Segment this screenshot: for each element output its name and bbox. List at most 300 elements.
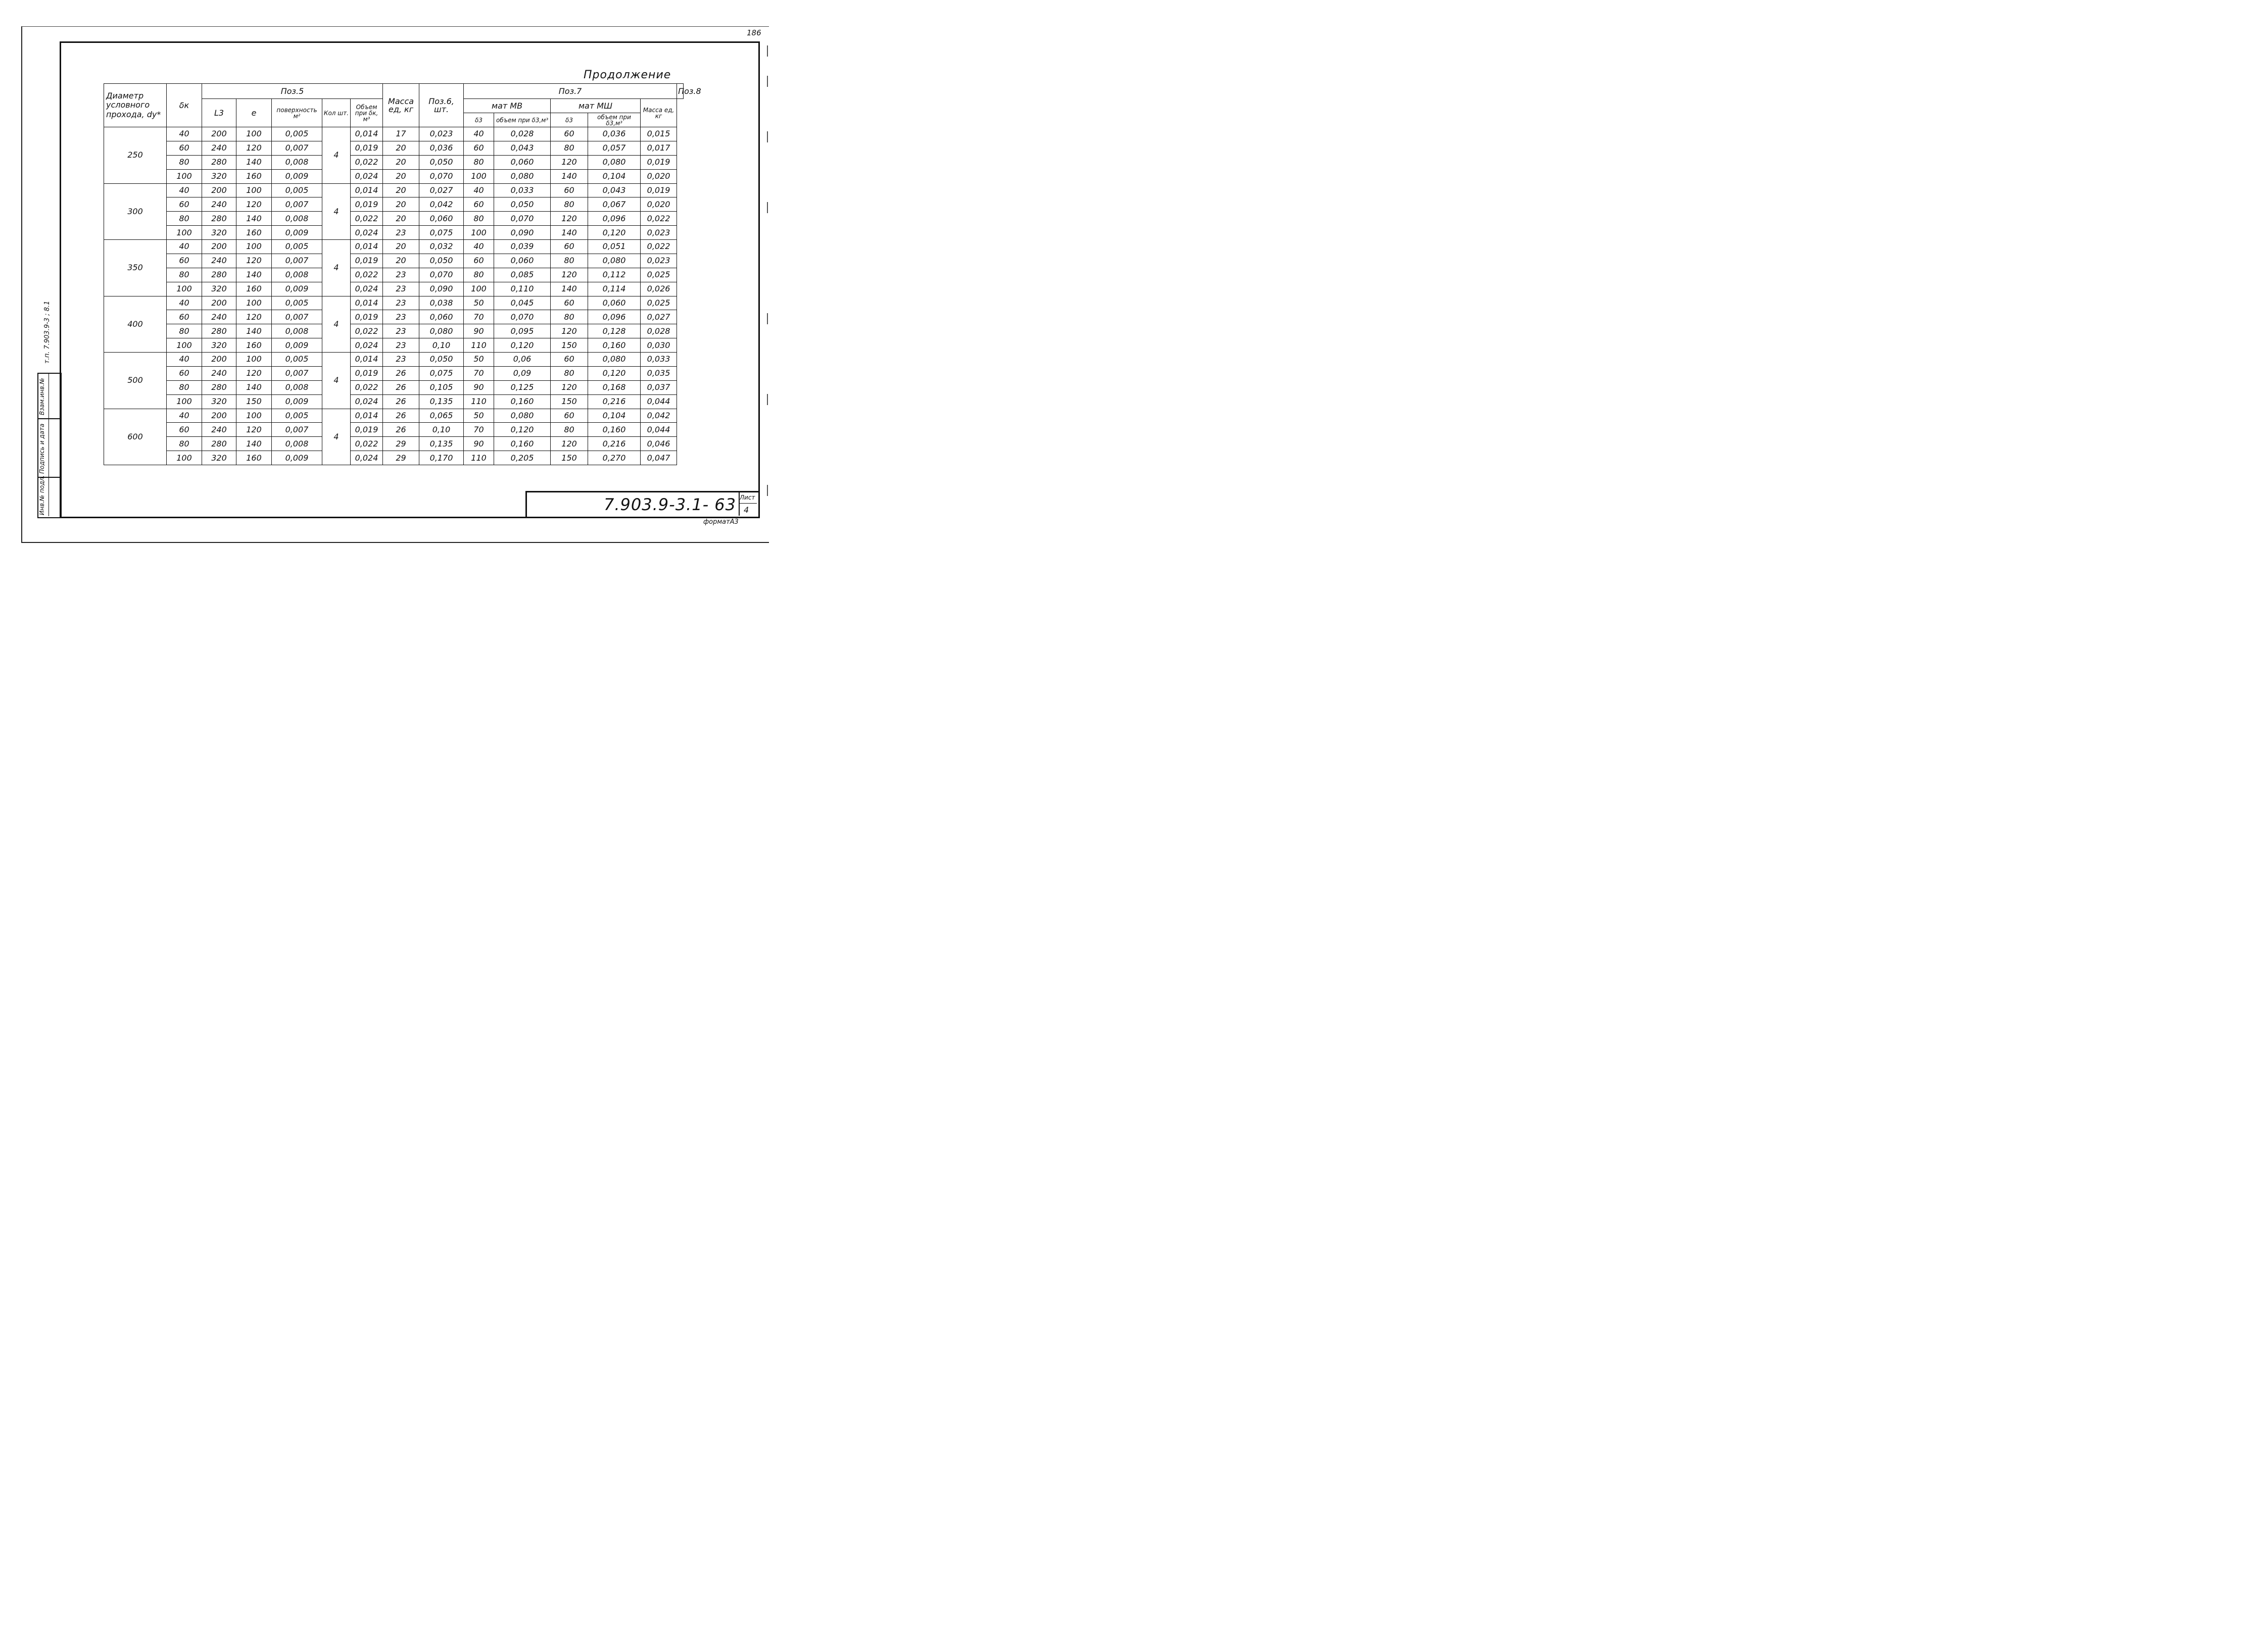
cell-qty: 4 — [322, 183, 351, 240]
cell-mass: 0,014 — [351, 353, 383, 367]
header-vol-d3-mv: объем при δ3,м³ — [494, 113, 551, 127]
cell-e: 160 — [236, 282, 272, 296]
cell-poz6: 17 — [383, 127, 419, 141]
cell-volume-dk: 0,10 — [419, 338, 464, 353]
cell-mass: 0,014 — [351, 296, 383, 310]
cell-mass: 0,014 — [351, 409, 383, 423]
continuation-heading: Продолжение — [584, 69, 671, 81]
cell-volume-dk: 0,170 — [419, 451, 464, 465]
cell-d3-mv: 60 — [464, 141, 494, 155]
cell-d3-mv: 110 — [464, 338, 494, 353]
cell-vol-msh: 0,128 — [588, 324, 641, 338]
document-code: 7.903.9-3.1- 63 — [604, 495, 737, 514]
cell-vol-mv: 0,095 — [494, 324, 551, 338]
cell-surface: 0,009 — [272, 282, 322, 296]
cell-vol-msh: 0,160 — [588, 423, 641, 437]
cell-d3-msh: 120 — [551, 268, 588, 282]
cell-poz6: 23 — [383, 226, 419, 240]
cell-d3-mv: 70 — [464, 366, 494, 380]
cell-volume-dk: 0,050 — [419, 254, 464, 268]
cell-surface: 0,007 — [272, 254, 322, 268]
cell-mass8: 0,046 — [641, 437, 677, 451]
cell-mass8: 0,015 — [641, 127, 677, 141]
cell-vol-mv: 0,045 — [494, 296, 551, 310]
cell-vol-msh: 0,080 — [588, 155, 641, 169]
cell-mass: 0,022 — [351, 380, 383, 394]
cell-mass8: 0,035 — [641, 366, 677, 380]
cell-mass: 0,014 — [351, 183, 383, 197]
cell-surface: 0,005 — [272, 353, 322, 367]
cell-d3-mv: 100 — [464, 282, 494, 296]
cell-mass: 0,019 — [351, 197, 383, 212]
cell-vol-msh: 0,060 — [588, 296, 641, 310]
table-row — [104, 353, 684, 367]
cell-dk: 80 — [167, 268, 202, 282]
cell-dk: 100 — [167, 338, 202, 353]
cell-vol-msh: 0,067 — [588, 197, 641, 212]
table-body — [104, 127, 684, 465]
cell-poz6: 23 — [383, 353, 419, 367]
cell-d3-mv: 110 — [464, 394, 494, 409]
cell-mass: 0,024 — [351, 169, 383, 183]
cell-surface: 0,007 — [272, 310, 322, 324]
cell-l3: 280 — [202, 155, 236, 169]
cell-vol-msh: 0,216 — [588, 394, 641, 409]
table-row — [104, 380, 684, 394]
header-mass8: Масса ед, кг — [641, 99, 677, 127]
cell-vol-mv: 0,028 — [494, 127, 551, 141]
cell-dk: 40 — [167, 409, 202, 423]
cell-poz6: 20 — [383, 197, 419, 212]
cell-mass8: 0,022 — [641, 240, 677, 254]
format-label: форматА3 — [703, 518, 739, 526]
cell-mass8: 0,020 — [641, 197, 677, 212]
page-number: 186 — [747, 28, 761, 37]
cell-poz6: 20 — [383, 169, 419, 183]
cell-mass: 0,022 — [351, 268, 383, 282]
table-row — [104, 409, 684, 423]
cell-d3-mv: 110 — [464, 451, 494, 465]
cell-volume-dk: 0,050 — [419, 353, 464, 367]
cell-dy: 400 — [104, 296, 167, 353]
cell-mass: 0,019 — [351, 141, 383, 155]
cell-vol-mv: 0,050 — [494, 197, 551, 212]
cell-vol-msh: 0,080 — [588, 254, 641, 268]
cell-l3: 320 — [202, 451, 236, 465]
cell-dk: 100 — [167, 282, 202, 296]
cell-dk: 100 — [167, 226, 202, 240]
cell-mass: 0,024 — [351, 394, 383, 409]
cell-e: 150 — [236, 394, 272, 409]
cell-surface: 0,005 — [272, 183, 322, 197]
header-diameter: Диаметр условного прохода, dy* — [104, 84, 167, 127]
cell-volume-dk: 0,075 — [419, 226, 464, 240]
table-row — [104, 451, 684, 465]
table-row — [104, 197, 684, 212]
cell-dk: 60 — [167, 310, 202, 324]
cell-poz6: 26 — [383, 394, 419, 409]
cell-l3: 240 — [202, 141, 236, 155]
cell-mass8: 0,042 — [641, 409, 677, 423]
cell-mass8: 0,027 — [641, 310, 677, 324]
cell-dk: 60 — [167, 366, 202, 380]
table-row — [104, 366, 684, 380]
cell-poz6: 20 — [383, 254, 419, 268]
cell-mass: 0,022 — [351, 324, 383, 338]
cell-poz6: 23 — [383, 296, 419, 310]
cell-d3-msh: 140 — [551, 226, 588, 240]
table-row — [104, 324, 684, 338]
cell-surface: 0,009 — [272, 169, 322, 183]
cell-qty: 4 — [322, 353, 351, 409]
cell-d3-mv: 90 — [464, 380, 494, 394]
cell-vol-msh: 0,160 — [588, 338, 641, 353]
table-row — [104, 155, 684, 169]
cell-e: 100 — [236, 296, 272, 310]
header-mat-mv: мат МВ — [464, 99, 551, 113]
cell-mass8: 0,022 — [641, 212, 677, 226]
cell-d3-msh: 60 — [551, 353, 588, 367]
cell-l3: 200 — [202, 127, 236, 141]
cell-poz6: 23 — [383, 338, 419, 353]
cell-volume-dk: 0,075 — [419, 366, 464, 380]
cell-dy: 600 — [104, 409, 167, 465]
cell-mass: 0,014 — [351, 240, 383, 254]
header-surface: поверхность м² — [272, 99, 322, 127]
cell-surface: 0,008 — [272, 380, 322, 394]
cell-e: 160 — [236, 226, 272, 240]
cell-d3-msh: 80 — [551, 423, 588, 437]
cell-vol-mv: 0,033 — [494, 183, 551, 197]
cell-vol-mv: 0,125 — [494, 380, 551, 394]
cell-dk: 100 — [167, 451, 202, 465]
list-value: 4 — [744, 505, 749, 515]
cell-d3-msh: 120 — [551, 155, 588, 169]
cell-vol-msh: 0,096 — [588, 310, 641, 324]
cell-mass: 0,022 — [351, 155, 383, 169]
cell-d3-mv: 60 — [464, 197, 494, 212]
cell-vol-msh: 0,104 — [588, 169, 641, 183]
cell-qty: 4 — [322, 409, 351, 465]
cell-volume-dk: 0,135 — [419, 394, 464, 409]
cell-l3: 320 — [202, 169, 236, 183]
cell-mass8: 0,023 — [641, 254, 677, 268]
cell-vol-msh: 0,051 — [588, 240, 641, 254]
cell-l3: 240 — [202, 254, 236, 268]
cell-dk: 100 — [167, 394, 202, 409]
cell-vol-msh: 0,057 — [588, 141, 641, 155]
cell-e: 100 — [236, 127, 272, 141]
table-row — [104, 296, 684, 310]
cell-vol-mv: 0,160 — [494, 394, 551, 409]
cell-d3-mv: 100 — [464, 169, 494, 183]
side-stamp-label-replace: Взам.инв.№ — [38, 378, 45, 415]
cell-e: 120 — [236, 423, 272, 437]
cell-mass8: 0,047 — [641, 451, 677, 465]
cell-dk: 60 — [167, 141, 202, 155]
cell-e: 140 — [236, 324, 272, 338]
cell-mass: 0,019 — [351, 254, 383, 268]
cell-surface: 0,005 — [272, 127, 322, 141]
cell-vol-mv: 0,080 — [494, 169, 551, 183]
cell-dk: 80 — [167, 155, 202, 169]
cell-vol-msh: 0,120 — [588, 226, 641, 240]
cell-vol-mv: 0,060 — [494, 254, 551, 268]
cell-dy: 300 — [104, 183, 167, 240]
cell-l3: 320 — [202, 226, 236, 240]
cell-d3-msh: 60 — [551, 296, 588, 310]
header-mass: Масса ед, кг — [383, 84, 419, 127]
header-d3-mv: δ3 — [464, 113, 494, 127]
cell-d3-msh: 120 — [551, 380, 588, 394]
cell-l3: 320 — [202, 338, 236, 353]
header-dk: δк — [167, 84, 202, 127]
cell-vol-mv: 0,039 — [494, 240, 551, 254]
cell-surface: 0,007 — [272, 141, 322, 155]
cell-e: 140 — [236, 268, 272, 282]
cell-e: 160 — [236, 338, 272, 353]
cell-vol-mv: 0,110 — [494, 282, 551, 296]
cell-d3-mv: 90 — [464, 324, 494, 338]
cell-volume-dk: 0,080 — [419, 324, 464, 338]
cell-d3-mv: 90 — [464, 437, 494, 451]
cell-volume-dk: 0,038 — [419, 296, 464, 310]
cell-mass: 0,019 — [351, 366, 383, 380]
cell-d3-mv: 60 — [464, 254, 494, 268]
cell-surface: 0,005 — [272, 240, 322, 254]
cell-poz6: 29 — [383, 451, 419, 465]
cell-l3: 280 — [202, 437, 236, 451]
edge-marks — [767, 40, 769, 515]
cell-poz6: 26 — [383, 380, 419, 394]
cell-vol-mv: 0,205 — [494, 451, 551, 465]
cell-dy: 500 — [104, 353, 167, 409]
cell-surface: 0,008 — [272, 212, 322, 226]
cell-l3: 200 — [202, 409, 236, 423]
cell-e: 160 — [236, 451, 272, 465]
cell-dk: 80 — [167, 380, 202, 394]
cell-l3: 280 — [202, 380, 236, 394]
cell-surface: 0,008 — [272, 155, 322, 169]
table-row — [104, 169, 684, 183]
cell-mass8: 0,017 — [641, 141, 677, 155]
cell-d3-msh: 80 — [551, 197, 588, 212]
header-vol-d3-msh: объем при δ3,м³ — [588, 113, 641, 127]
cell-surface: 0,008 — [272, 437, 322, 451]
cell-e: 120 — [236, 254, 272, 268]
cell-vol-mv: 0,120 — [494, 338, 551, 353]
cell-vol-mv: 0,120 — [494, 423, 551, 437]
table-row — [104, 240, 684, 254]
cell-poz6: 23 — [383, 310, 419, 324]
cell-poz6: 23 — [383, 282, 419, 296]
cell-dk: 60 — [167, 423, 202, 437]
cell-vol-mv: 0,043 — [494, 141, 551, 155]
cell-surface: 0,009 — [272, 451, 322, 465]
specification-table — [104, 83, 701, 465]
header-l3: L3 — [202, 99, 236, 127]
cell-e: 120 — [236, 197, 272, 212]
cell-volume-dk: 0,050 — [419, 155, 464, 169]
cell-vol-mv: 0,090 — [494, 226, 551, 240]
cell-vol-mv: 0,09 — [494, 366, 551, 380]
cell-surface: 0,005 — [272, 409, 322, 423]
cell-qty: 4 — [322, 127, 351, 184]
header-poz6: Поз.6, шт. — [419, 84, 464, 127]
cell-d3-mv: 50 — [464, 296, 494, 310]
cell-mass8: 0,037 — [641, 380, 677, 394]
cell-l3: 200 — [202, 353, 236, 367]
list-label: Лист — [740, 494, 755, 501]
cell-surface: 0,007 — [272, 366, 322, 380]
cell-d3-mv: 40 — [464, 240, 494, 254]
cell-dk: 40 — [167, 296, 202, 310]
cell-d3-msh: 140 — [551, 169, 588, 183]
cell-volume-dk: 0,065 — [419, 409, 464, 423]
cell-d3-msh: 80 — [551, 366, 588, 380]
cell-mass8: 0,025 — [641, 296, 677, 310]
cell-dk: 40 — [167, 127, 202, 141]
cell-volume-dk: 0,027 — [419, 183, 464, 197]
cell-volume-dk: 0,060 — [419, 212, 464, 226]
cell-poz6: 20 — [383, 212, 419, 226]
cell-vol-msh: 0,120 — [588, 366, 641, 380]
header-d3-msh: δ3 — [551, 113, 588, 127]
cell-vol-mv: 0,060 — [494, 155, 551, 169]
cell-d3-msh: 60 — [551, 183, 588, 197]
cell-d3-msh: 60 — [551, 240, 588, 254]
cell-surface: 0,007 — [272, 197, 322, 212]
cell-mass: 0,024 — [351, 282, 383, 296]
cell-vol-mv: 0,160 — [494, 437, 551, 451]
table-row — [104, 127, 684, 141]
table-row — [104, 437, 684, 451]
cell-mass8: 0,030 — [641, 338, 677, 353]
cell-volume-dk: 0,042 — [419, 197, 464, 212]
cell-mass: 0,022 — [351, 437, 383, 451]
cell-volume-dk: 0,070 — [419, 169, 464, 183]
cell-mass8: 0,023 — [641, 226, 677, 240]
table-row — [104, 423, 684, 437]
cell-mass8: 0,019 — [641, 155, 677, 169]
table-row — [104, 282, 684, 296]
cell-dk: 40 — [167, 183, 202, 197]
cell-mass: 0,022 — [351, 212, 383, 226]
cell-d3-mv: 50 — [464, 353, 494, 367]
cell-mass: 0,024 — [351, 451, 383, 465]
table-row — [104, 212, 684, 226]
cell-l3: 320 — [202, 282, 236, 296]
cell-poz6: 26 — [383, 409, 419, 423]
cell-d3-mv: 80 — [464, 212, 494, 226]
cell-qty: 4 — [322, 240, 351, 296]
cell-poz6: 20 — [383, 155, 419, 169]
cell-vol-msh: 0,270 — [588, 451, 641, 465]
cell-volume-dk: 0,036 — [419, 141, 464, 155]
cell-d3-mv: 80 — [464, 268, 494, 282]
cell-poz6: 29 — [383, 437, 419, 451]
cell-dk: 40 — [167, 240, 202, 254]
cell-mass8: 0,033 — [641, 353, 677, 367]
cell-l3: 240 — [202, 423, 236, 437]
cell-e: 160 — [236, 169, 272, 183]
cell-poz6: 23 — [383, 268, 419, 282]
cell-poz6: 26 — [383, 366, 419, 380]
cell-volume-dk: 0,090 — [419, 282, 464, 296]
cell-d3-msh: 80 — [551, 254, 588, 268]
cell-vol-mv: 0,070 — [494, 310, 551, 324]
cell-d3-msh: 150 — [551, 451, 588, 465]
cell-vol-msh: 0,096 — [588, 212, 641, 226]
cell-dk: 100 — [167, 169, 202, 183]
cell-mass8: 0,028 — [641, 324, 677, 338]
cell-mass: 0,024 — [351, 226, 383, 240]
table-row — [104, 394, 684, 409]
cell-dk: 40 — [167, 353, 202, 367]
cell-volume-dk: 0,032 — [419, 240, 464, 254]
side-stamp-label-inv: Инв.№ подл. — [38, 475, 45, 515]
table-row — [104, 254, 684, 268]
cell-volume-dk: 0,070 — [419, 268, 464, 282]
cell-d3-msh: 150 — [551, 394, 588, 409]
cell-l3: 280 — [202, 268, 236, 282]
cell-dk: 80 — [167, 437, 202, 451]
cell-vol-msh: 0,043 — [588, 183, 641, 197]
cell-vol-mv: 0,085 — [494, 268, 551, 282]
header-poz8: Поз.8 — [677, 84, 684, 99]
cell-vol-msh: 0,114 — [588, 282, 641, 296]
table-row — [104, 310, 684, 324]
cell-d3-mv: 70 — [464, 423, 494, 437]
cell-vol-msh: 0,036 — [588, 127, 641, 141]
cell-surface: 0,007 — [272, 423, 322, 437]
cell-vol-mv: 0,06 — [494, 353, 551, 367]
cell-d3-msh: 120 — [551, 324, 588, 338]
cell-e: 100 — [236, 240, 272, 254]
header-volume-dk: Объем при δк, м³ — [351, 99, 383, 127]
cell-mass8: 0,044 — [641, 394, 677, 409]
cell-d3-msh: 120 — [551, 437, 588, 451]
cell-l3: 240 — [202, 310, 236, 324]
cell-l3: 200 — [202, 240, 236, 254]
header-poz5: Поз.5 — [202, 84, 383, 99]
cell-vol-mv: 0,070 — [494, 212, 551, 226]
cell-mass8: 0,019 — [641, 183, 677, 197]
cell-e: 120 — [236, 310, 272, 324]
cell-e: 140 — [236, 380, 272, 394]
cell-poz6: 20 — [383, 141, 419, 155]
cell-l3: 280 — [202, 324, 236, 338]
cell-e: 100 — [236, 183, 272, 197]
cell-l3: 320 — [202, 394, 236, 409]
cell-e: 120 — [236, 141, 272, 155]
drawing-sheet — [0, 0, 786, 568]
cell-vol-msh: 0,168 — [588, 380, 641, 394]
list-divider — [739, 503, 757, 504]
cell-d3-msh: 120 — [551, 212, 588, 226]
cell-d3-msh: 60 — [551, 409, 588, 423]
table-row — [104, 338, 684, 353]
cell-mass: 0,019 — [351, 310, 383, 324]
cell-surface: 0,005 — [272, 296, 322, 310]
cell-d3-mv: 70 — [464, 310, 494, 324]
cell-volume-dk: 0,135 — [419, 437, 464, 451]
cell-dk: 60 — [167, 197, 202, 212]
side-stamp-label-sign: Подпись и дата — [38, 423, 45, 474]
table-row — [104, 183, 684, 197]
cell-surface: 0,008 — [272, 268, 322, 282]
cell-d3-msh: 60 — [551, 127, 588, 141]
